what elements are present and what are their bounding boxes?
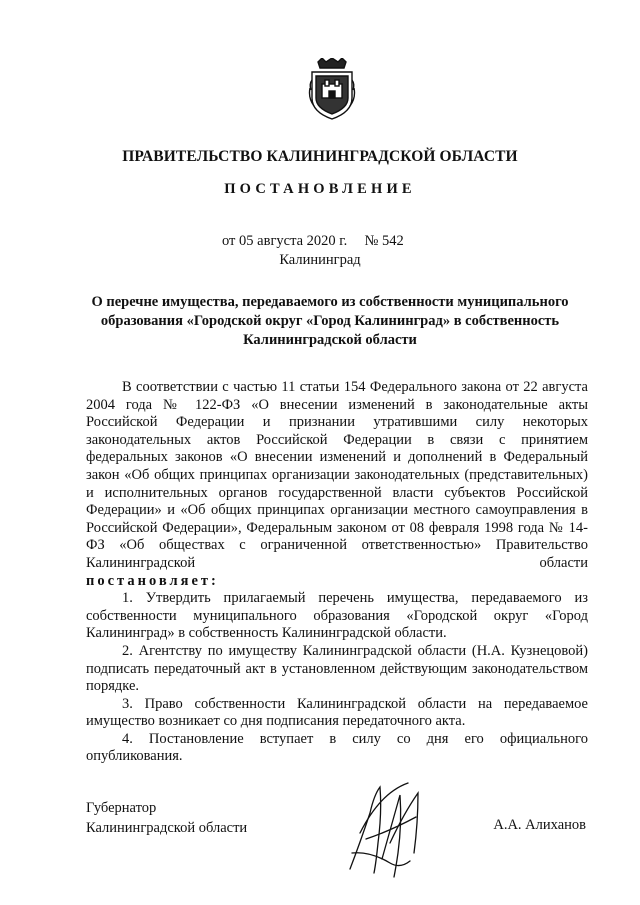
item-paragraph: 2. Агентству по имуществу Калининградской области (Н.А. Кузнецовой) подписать передаточный акт в установленном действующим законодательством порядке. <box>86 642 588 695</box>
number-sign: № <box>364 233 379 249</box>
signatory-name: А.А. Алиханов <box>493 817 586 833</box>
resolves-word: постановляет: <box>86 572 219 589</box>
city: Калининград <box>279 252 361 268</box>
subject-line: образования «Городской округ «Город Калининград» в собственность <box>100 313 560 329</box>
item-paragraph: 3. Право собственности Калининградской области на передаваемое имущество возникает со дня подписания передаточного акта. <box>86 695 588 730</box>
date-prefix: от <box>222 233 236 249</box>
subject-line: Калининградской области <box>243 332 417 348</box>
document-subject <box>70 293 590 350</box>
coat-of-arms-icon <box>308 58 356 120</box>
government-name: ПРАВИТЕЛЬСТВО КАЛИНИНГРАДСКОЙ ОБЛАСТИ <box>122 148 518 165</box>
document-date: 05 августа 2020 г. <box>239 233 348 249</box>
signatory-title <box>86 798 247 838</box>
date-number-line <box>222 233 404 250</box>
document-body <box>86 379 588 766</box>
document-number: 542 <box>381 233 404 249</box>
signatory-title-line: Губернатор <box>86 800 157 816</box>
signatory-title-line: Калининградской области <box>86 820 248 836</box>
item-paragraph: 4. Постановление вступает в силу со дня его официального опубликования. <box>86 730 588 765</box>
subject-line: О перечне имущества, передаваемого из собственности муниципального <box>91 294 569 310</box>
item-paragraph: 1. Утвердить прилагаемый перечень имущества, передаваемого из собственности муниципального образования «Городской округ «Город Калининград» в собственность Калининградской области. <box>86 590 588 642</box>
handwritten-signature-icon <box>330 773 440 883</box>
document-type: ПОСТАНОВЛЕНИЕ <box>224 181 416 197</box>
preamble-paragraph: В соответствии с частью 11 статьи 154 Федерального закона от 22 августа 2004 года № 122-ФЗ «О внесении изменений в законодательные акты Российской Федерации и признании утратившими силу некоторых законодательных актов Российской Федерации в связи с принятием федеральных законов «О внесении изменений и дополнений в Федеральный закон «Об общих принципах организации законодательных (представительных) и исполнительных органов государственной власти субъектов Российской Федерации» и «Об общих принципах организации местного самоуправления в Российской Федерации», Федеральным законом от 08 февраля 1998 года № 14-ФЗ «Об обществах с ограниченной ответственностью» Правительство Калининградской области <box>86 379 588 571</box>
